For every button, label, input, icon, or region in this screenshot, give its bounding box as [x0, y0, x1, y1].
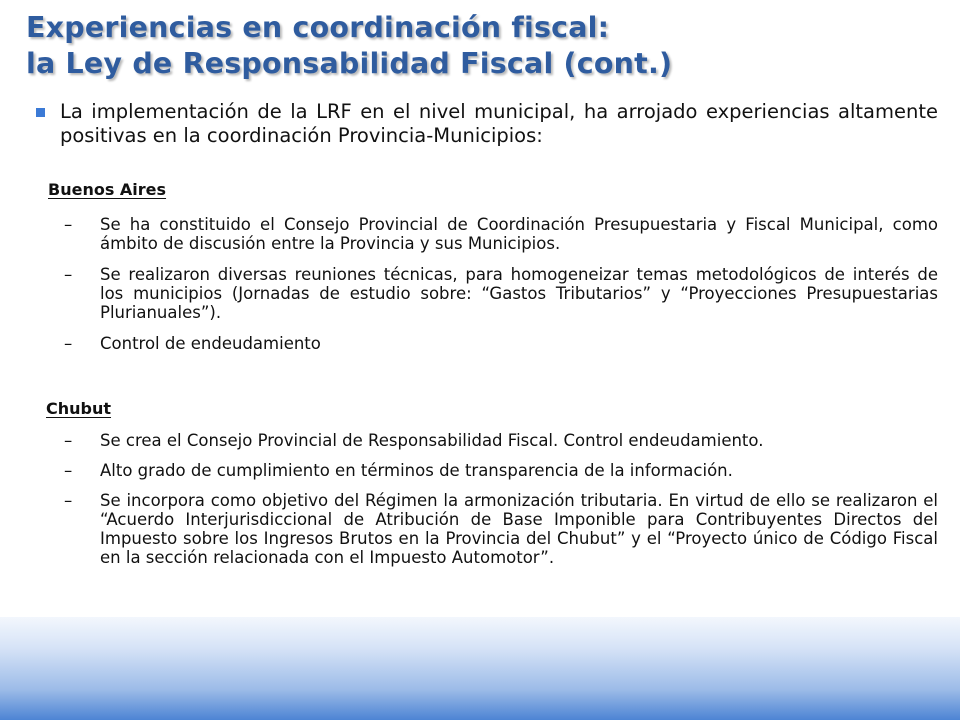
dash-bullet-icon: – — [64, 215, 73, 234]
chubut-list — [64, 431, 938, 578]
dash-bullet-icon: – — [64, 431, 73, 450]
list-item — [64, 431, 938, 450]
list-item — [64, 491, 938, 567]
intro-text: La implementación de la LRF en el nivel municipal, ha arrojado experiencias altamente positivas en la coordinación Provincia-Municipios: — [60, 100, 938, 147]
intro-bullet — [36, 100, 938, 148]
list-item-text: Control de endeudamiento — [100, 334, 321, 353]
list-item — [64, 265, 938, 322]
section-heading-chubut: Chubut — [46, 399, 112, 418]
list-item-text: Se crea el Consejo Provincial de Responsabilidad Fiscal. Control endeudamiento. — [100, 431, 764, 450]
dash-bullet-icon: – — [64, 334, 73, 353]
list-item-text: Se ha constituido el Consejo Provincial de Coordinación Presupuestaria y Fiscal Municipal, como ámbito de discusión entre la Provincia y sus Municipios. — [100, 215, 938, 253]
buenos-aires-list — [64, 215, 938, 365]
list-item-text: Se incorpora como objetivo del Régimen la armonización tributaria. En virtud de ello se realizaron el “Acuerdo Interjurisdiccional de Atribución de Base Imponible para Contribuyentes Directos del Impuesto sobre los Ingresos Brutos en la Provincia del Chubut” y el “Proyecto único de Código Fiscal en la sección relacionada con el Impuesto Automotor”. — [100, 491, 938, 567]
list-item-text: Se realizaron diversas reuniones técnicas, para homogeneizar temas metodológicos de interés de los municipios (Jornadas de estudio sobre: “Gastos Tributarios” y “Proyecciones Presupuestarias Plurianuales”). — [100, 265, 938, 322]
dash-bullet-icon: – — [64, 491, 73, 510]
list-item — [64, 215, 938, 253]
dash-bullet-icon: – — [64, 265, 73, 284]
list-item — [64, 461, 938, 480]
slide-title-line-2: la Ley de Responsabilidad Fiscal (cont.) — [26, 47, 673, 80]
slide-title — [26, 10, 936, 82]
list-item — [64, 334, 938, 353]
square-bullet-icon — [36, 108, 45, 117]
dash-bullet-icon: – — [64, 461, 73, 480]
slide-title-line-1: Experiencias en coordinación fiscal: — [26, 11, 610, 44]
footer-gradient-band — [0, 617, 960, 720]
list-item-text: Alto grado de cumplimiento en términos de transparencia de la información. — [100, 461, 733, 480]
section-heading-buenos-aires: Buenos Aires — [48, 180, 167, 199]
